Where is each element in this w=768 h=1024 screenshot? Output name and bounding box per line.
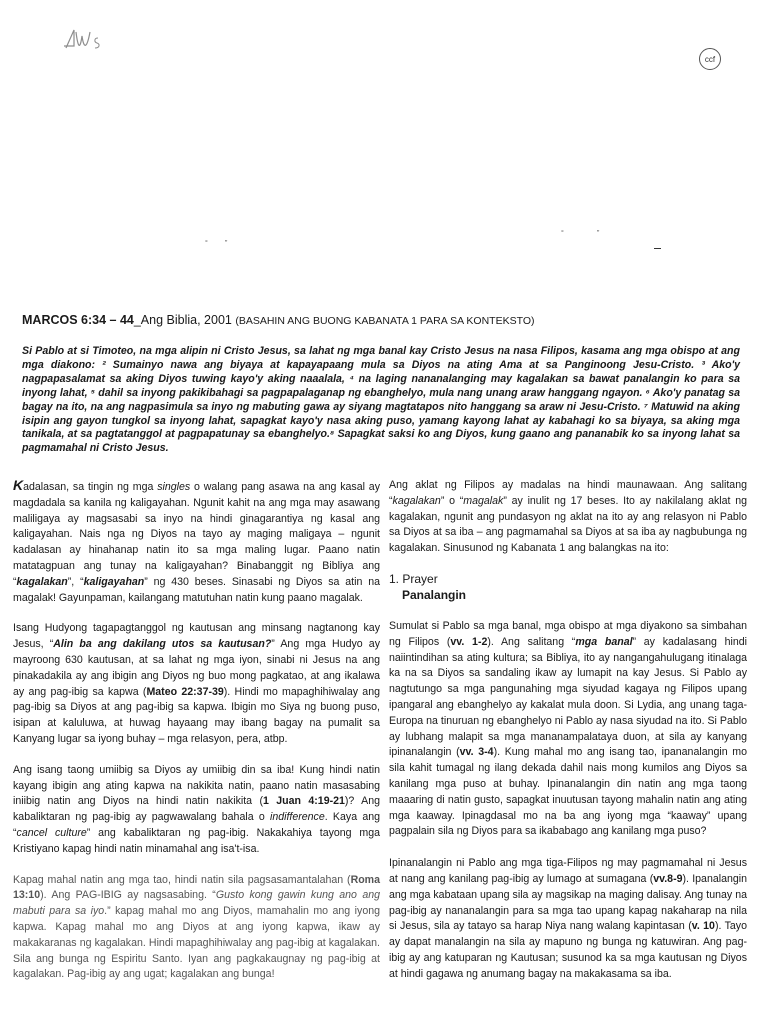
stray-mark: ° <box>205 240 208 247</box>
ministry-logo <box>60 22 120 58</box>
paragraph: Ang aklat ng Filipos ay madalas na hindi maunawaan. Ang salitang “kagalakan” o “magalak” ay inulit ng 17 beses. Ito ay nakilalang aklat ng kagalakan, ngunit ang pundasyon ng aklat na ito ay ang relasyon ni Pablo sa Diyos at sa iba – ang pagmamahal sa Diyos at sa iba ay nagbubunga ng kagalakan. Sinusunod ng Kabanata 1 ang balangkas na ito: <box>389 479 747 555</box>
left-column <box>13 478 380 983</box>
paragraph: Ang isang taong umiibig sa Diyos ay umiibig din sa iba! Kung hindi natin kayang ibigin ang ating kapwa na nakikita natin, paano natin masasabing iniibig natin ang Diyos na hindi natin nakikita (1 Juan 4:19-21)? Ang kabaliktaran ng pag-ibig ay pagwawalang bahala o indifference. Kaya ang “cancel culture” ang kabaliktaran ng pag-ibig. Nakakahiya tayong mga Kristiyano kapag hindi natin minamahal ang isa't-isa. <box>13 763 380 855</box>
scripture-reference: MARCOS 6:34 – 44 <box>22 313 134 327</box>
stray-mark: ° <box>561 230 564 237</box>
ccf-logo: ccf <box>699 48 721 70</box>
context-note: (BASAHIN ANG BUONG KABANATA 1 PARA SA KONTEKSTO) <box>235 315 535 327</box>
scripture-header <box>22 313 746 329</box>
right-column <box>389 478 747 983</box>
scripture-passage: Si Pablo at si Timoteo, na mga alipin ni Cristo Jesus, sa lahat ng mga banal kay Cristo Jesus na nasa Filipos, kasama ang mga obispo at ang mga diakono: ² Sumainyo nawa ang biyaya at kapayapaang mula sa Diyos na ating Ama at sa Panginoong Jesu-Cristo. ³ Ako'y nagpapasalamat sa aking Diyos tuwing kayo'y aking naaalala, ⁴ na laging nananalanging may kagalakan sa bawat panalangin ko para sa inyong lahat, ⁵ dahil sa inyong pakikibahagi sa pagpapalaganap ng ebanghelyo, mula nang unang araw hanggang ngayon. ⁶ Ako'y panatag sa bagay na ito, na ang nagpasimula sa inyo ng mabuting gawa ay siyang magtatapos nito hanggang sa araw ni Jesu-Cristo. ⁷ Matuwid na aking isipin ang gayon tungkol sa inyong lahat, sapagkat kayo'y nasa aking puso, yamang kayong lahat ay kabahagi ko sa biyaya, sa aking mga tanikala, at sa pagtatanggol at pagpapatunay sa ebanghelyo.⁸ Sapagkat saksi ko ang Diyos, kung gaano ang pananabik ko sa inyong lahat sa pagmamahal ni Cristo Jesus. <box>22 345 740 455</box>
stray-mark: ” <box>597 230 600 237</box>
paragraph: Ipinanalangin ni Pablo ang mga tiga-Filipos ng may pagmamahal ni Jesus at nang ang kanilang pag-ibig ay lumago at sumagana (vv.8-9). Ipanalangin ang mga kabataan upang sila ay magsikap na maging dalisay. Ang tunay na pag-ibig ay nananalangin para sa mga tao upang kapag nakaharap na nila si Jesus, sila ay tatayo sa harap Niya nang walang kapintasan (v. 10). Tayo ay dapat manalangin na sila ay mapuno ng bunga ng katuwiran. Ang pag-ibig ay ang katuparan ng Kautusan; susunod ka sa mga kautusan ng Diyos at hindi gagawa ng anumang bagay na makakasama sa iba. <box>389 857 748 980</box>
paragraph: Sumulat si Pablo sa mga banal, mga obispo at mga diyakono sa simbahan ng Filipos (vv. 1-2). Ang salitang “mga banal” ay kadalasang hindi naiintindihan sa ating kultura; sa Bibliya, ito ay nangangahulugang itinalaga ka na sa Diyos sa sandaling ikaw ay lumapit na kay Jesus. Si Pablo ay nagtutungo sa mga pangunahing mga siyudad kagaya ng Filipos upang ipangaral ang ebanghelyo ay kakalat mula doon. Si Lydia, ang unang taga-Europa na tinuruan ng ebanghelyo ni Pablo ay nasa siyudad na ito. Si Pablo ay lubhang malapit sa mga mananampalataya duon, at sila ay kanyang ipinanalangin (vv. 3-4). Kung mahal mo ang isang tao, ipananalangin mo sila kahit tumagal ng ilang dekada dahil nais mong kumilos ang Diyos sa kanilang mga puso at buhay. Ipinanalangin din natin ang mga taong maaaring di natin gusto, sapagkat inuutusan tayong mahalin natin ang ating mga kaaway. Ipinagdasal mo na ba ang iyong mga “kaaway” upang pagpalain sila ng Diyos para sa ikababago ang kanilang mga puso? <box>389 619 748 838</box>
stray-dash <box>654 248 661 249</box>
drop-cap: K <box>13 477 24 493</box>
stray-mark: ” <box>225 240 228 247</box>
bible-version: _Ang Biblia, 2001 <box>133 313 232 327</box>
paragraph: Isang Hudyong tagapagtanggol ng kautusan ang minsang nagtanong kay Jesus, “Alin ba ang dakilang utos sa kautusan?” Ang mga Hudyo ay mayroong 630 kautusan, at sa lahat ng mga iyon, sinabi ni Jesus na ang pinakadakila ay ang ibigin ang Diyos ng buo mong pagkatao, at ang ikalawa ay ang pag-ibig sa kapwa (Mateo 22:37-39). Hindi mo mapaghihiwalay ang pag-ibig sa Diyos at ang pag-ibig sa kapwa. Ibigin mo Siya ng buong puso, isipan at kaluluwa, at huwag hayaang may ibang bagay na pumalit sa Kanyang lugar sa iyong buhay – mga relasyon, pera, atbp. <box>13 622 380 745</box>
paragraph: Kapag mahal natin ang mga tao, hindi natin sila pagsasamantalahan (Roma 13:10). Ang PAG-IBIG ay nagsasabing. “Gusto kong gawin kung ano ang mabuti para sa iyo.” kapag mahal mo ang Diyos, mamahalin mo ang iyong kapwa. Kapag mahal mo ang Diyos at ang iyong kapwa, ikaw ay makakaranas ng kagalakan. Hindi mapaghihiwalay ang pag-ibig at kagalakan. Sila ang bunga ng Espiritu Santo. Iyan ang pagkakaugnay ng pag-ibig at kagalakan. Pag-ibig ay ang ugat; kagalakan ang bunga! <box>13 873 380 981</box>
outline-subheading: Panalangin <box>402 587 467 602</box>
outline-item: 1. Prayer <box>389 571 438 586</box>
paragraph: Kadalasan, sa tingin ng mga singles o walang pang asawa na ang kasal ay magdadala sa kanila ng kaligayahan. Ngunit kahit na ang mga may asawang maliligaya ay magsasabi sa inyo na hindi ginagarantiya ng kasal ang kaligayahan. Nais nga ng Diyos na tayo ay maging maligaya – ngunit kadalasan ay hinahanap natin ito sa mga maling lugar. Paano natin matatagpuan ang tunay na kaligayahan? Binabanggit ng Bibliya ang “kagalakan”, “kaligayahan” ng 430 beses. Sinasabi ng Diyos sa atin na magalak! Gayunpaman, kailangang matutuhan natin kung paano magalak. <box>13 477 381 604</box>
